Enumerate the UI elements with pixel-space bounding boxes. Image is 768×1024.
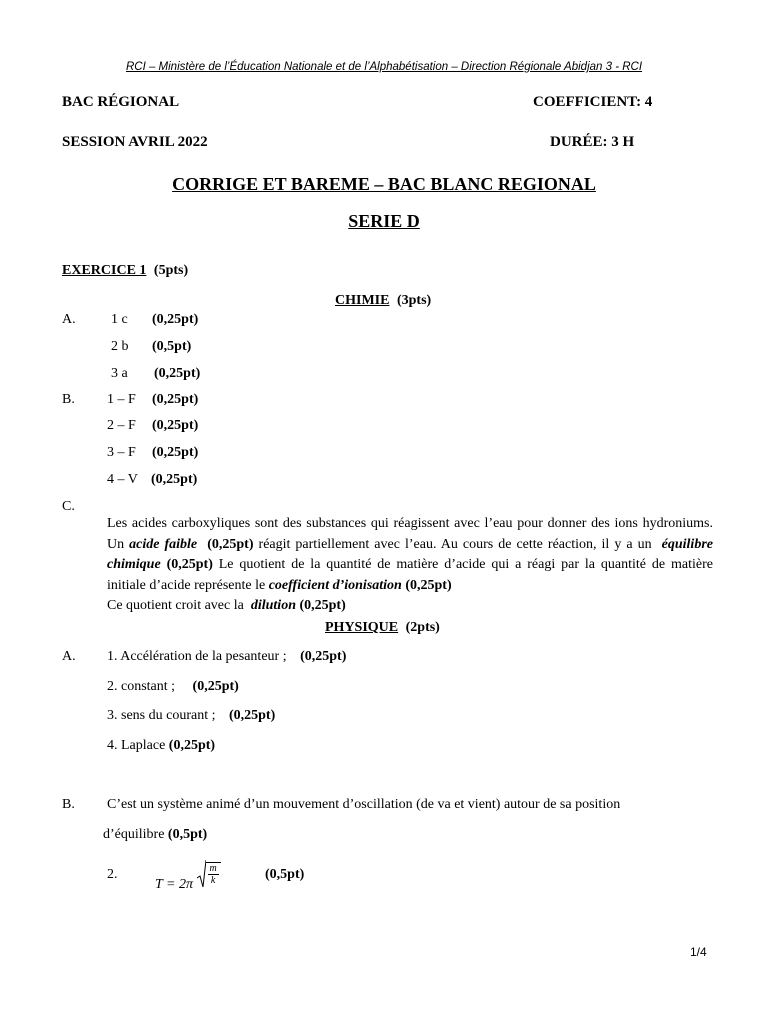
duree-label: DURÉE: 3 H bbox=[550, 134, 635, 150]
fraction bbox=[208, 863, 219, 886]
physique-b-line2-text: d’équilibre bbox=[103, 827, 165, 842]
bac-label: BAC RÉGIONAL bbox=[62, 94, 180, 110]
term-coefficient-ionisation: coefficient d’ionisation bbox=[268, 577, 402, 593]
answer-points: (0,25pt) bbox=[151, 472, 198, 487]
answer-item: 1 c bbox=[111, 312, 128, 327]
physique-item-text: 3. sens du courant ; bbox=[107, 708, 216, 723]
serie-title: SERIE D bbox=[348, 211, 420, 231]
chimie-c-paragraph bbox=[107, 514, 713, 617]
exercice-label: EXERCICE 1 bbox=[62, 263, 147, 278]
term-points: (0,25pt) bbox=[207, 536, 254, 552]
sqrt-symbol bbox=[197, 860, 221, 888]
paragraph-text: réagit partiellement avec l’eau. Au cours de cette réaction, il y a un bbox=[253, 536, 657, 552]
main-title: CORRIGE ET BAREME – BAC BLANC REGIONAL bbox=[172, 174, 596, 194]
term-acide-faible: acide faible bbox=[129, 536, 198, 552]
physique-item bbox=[107, 679, 239, 695]
fraction-numerator: m bbox=[209, 863, 217, 874]
physique-item-points: (0,25pt) bbox=[300, 649, 347, 664]
physique-points: (2pts) bbox=[405, 620, 440, 635]
term-points: (0,25pt) bbox=[166, 557, 213, 572]
physique-item-points: (0,25pt) bbox=[192, 679, 239, 694]
physique-item-text: 2. constant ; bbox=[107, 679, 176, 694]
page-number: 1/4 bbox=[690, 945, 707, 959]
physique-b-line2 bbox=[103, 827, 207, 843]
answer-points: (0,25pt) bbox=[152, 392, 199, 407]
paragraph-text: Les acides carboxyliques sont des substances qui réagissent avec l’eau pour donner des ions hydroniums. Un bbox=[107, 516, 713, 552]
chimie-b-letter: B. bbox=[62, 392, 75, 407]
answer-item: 3 a bbox=[111, 366, 128, 381]
answer-points: (0,25pt) bbox=[154, 366, 201, 381]
answer-points: (0,5pt) bbox=[152, 339, 192, 354]
physique-b-item2-num: 2. bbox=[107, 867, 118, 882]
coefficient-label: COEFFICIENT: 4 bbox=[533, 94, 653, 110]
chimie-heading bbox=[335, 293, 431, 309]
physique-b-line1: C’est un système animé d’un mouvement d’oscillation (de va et vient) autour de sa position bbox=[107, 797, 621, 812]
answer-item: 4 – V bbox=[107, 472, 138, 487]
chimie-a-letter: A. bbox=[62, 312, 76, 327]
physique-item-text: 4. Laplace bbox=[107, 738, 166, 753]
physique-label: PHYSIQUE bbox=[325, 620, 399, 635]
chimie-label: CHIMIE bbox=[335, 293, 390, 308]
paragraph-text: Ce quotient croit avec la bbox=[107, 598, 248, 613]
answer-item: 2 – F bbox=[107, 418, 136, 433]
chimie-points: (3pts) bbox=[396, 293, 432, 308]
answer-points: (0,25pt) bbox=[152, 312, 199, 327]
paragraph-text: Le quotient de la quantité de matière d’acide qui a réagi par la quantité de matière initiale d’acide représente le bbox=[107, 557, 714, 593]
term-points: (0,25pt) bbox=[405, 577, 452, 593]
physique-item bbox=[107, 738, 215, 754]
answer-item: 3 – F bbox=[107, 445, 136, 460]
physique-item-points: (0,25pt) bbox=[228, 708, 276, 723]
term-dilution: dilution bbox=[250, 598, 296, 613]
term-points: (0,25pt) bbox=[299, 598, 346, 613]
physique-item bbox=[107, 708, 275, 724]
physique-a-letter: A. bbox=[62, 649, 76, 664]
physique-b-letter: B. bbox=[62, 797, 75, 812]
chimie-c-letter: C. bbox=[62, 499, 75, 514]
physique-heading bbox=[325, 620, 440, 636]
physique-item-text: 1. Accélération de la pesanteur ; bbox=[107, 649, 287, 664]
formula-points: (0,5pt) bbox=[265, 867, 305, 882]
physique-item-points: (0,25pt) bbox=[168, 738, 216, 753]
ministry-header: RCI – Ministère de l’Éducation Nationale et de l’Alphabétisation – Direction Régionale Abidjan 3 - RCI bbox=[125, 61, 643, 73]
session-label: SESSION AVRIL 2022 bbox=[62, 134, 208, 150]
answer-item: 2 b bbox=[111, 339, 129, 354]
physique-item bbox=[107, 649, 346, 665]
answer-points: (0,25pt) bbox=[152, 418, 199, 433]
answer-item: 1 – F bbox=[107, 392, 136, 407]
answer-points: (0,25pt) bbox=[152, 445, 199, 460]
fraction-denominator: k bbox=[210, 875, 216, 886]
period-formula bbox=[155, 860, 221, 893]
exercice-points: (5pts) bbox=[153, 263, 189, 278]
physique-b-line2-points: (0,5pt) bbox=[167, 827, 208, 842]
radical-icon bbox=[197, 860, 206, 888]
formula-lhs: T = 2π bbox=[155, 876, 193, 892]
term-equilibre-chimique: équilibre chimique bbox=[107, 536, 713, 572]
exercice-heading bbox=[62, 263, 188, 279]
